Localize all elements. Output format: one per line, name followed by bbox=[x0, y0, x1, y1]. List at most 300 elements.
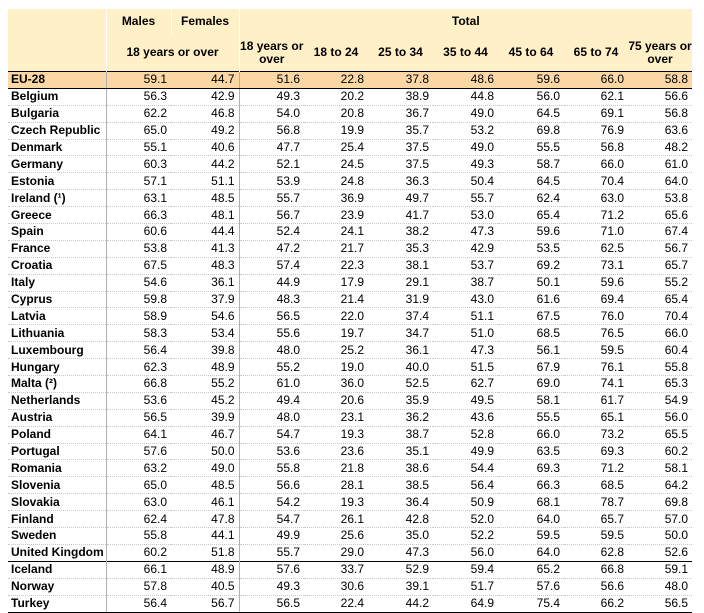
value-cell: 58.3 bbox=[106, 325, 171, 342]
table-row bbox=[8, 477, 692, 494]
value-cell: 36.3 bbox=[368, 173, 433, 190]
value-cell: 30.6 bbox=[304, 578, 368, 595]
value-cell: 48.0 bbox=[239, 409, 304, 426]
value-cell: 55.2 bbox=[239, 359, 304, 376]
value-cell: 65.0 bbox=[106, 477, 171, 494]
value-cell: 55.2 bbox=[628, 274, 692, 291]
value-cell: 64.9 bbox=[433, 595, 498, 612]
value-cell: 64.0 bbox=[498, 511, 564, 528]
value-cell: 57.6 bbox=[106, 443, 171, 460]
row-label: Czech Republic bbox=[8, 122, 106, 139]
value-cell: 26.1 bbox=[304, 511, 368, 528]
value-cell: 20.8 bbox=[304, 105, 368, 122]
row-label: Bulgaria bbox=[8, 105, 106, 122]
value-cell: 19.0 bbox=[304, 359, 368, 376]
value-cell: 56.0 bbox=[498, 88, 564, 105]
value-cell: 56.5 bbox=[106, 409, 171, 426]
value-cell: 52.8 bbox=[433, 426, 498, 443]
value-cell: 22.0 bbox=[304, 308, 368, 325]
row-label: Italy bbox=[8, 274, 106, 291]
value-cell: 69.8 bbox=[498, 122, 564, 139]
table-row bbox=[8, 173, 692, 190]
value-cell: 56.0 bbox=[628, 409, 692, 426]
value-cell: 41.3 bbox=[171, 240, 239, 257]
value-cell: 62.2 bbox=[106, 105, 171, 122]
value-cell: 65.7 bbox=[564, 511, 628, 528]
row-label: Slovakia bbox=[8, 494, 106, 511]
value-cell: 59.1 bbox=[628, 561, 692, 578]
table-row bbox=[8, 190, 692, 207]
value-cell: 63.0 bbox=[106, 494, 171, 511]
value-cell: 48.3 bbox=[239, 291, 304, 308]
value-cell: 64.5 bbox=[498, 105, 564, 122]
header-females: Females bbox=[171, 9, 239, 34]
value-cell: 57.1 bbox=[106, 173, 171, 190]
table-row bbox=[8, 528, 692, 545]
row-label: Iceland bbox=[8, 561, 106, 578]
value-cell: 63.1 bbox=[106, 190, 171, 207]
value-cell: 76.9 bbox=[564, 122, 628, 139]
value-cell: 51.6 bbox=[239, 72, 304, 89]
value-cell: 37.5 bbox=[368, 139, 433, 156]
value-cell: 50.0 bbox=[628, 528, 692, 545]
table-row-eu bbox=[8, 72, 692, 89]
value-cell: 35.9 bbox=[368, 392, 433, 409]
table-row bbox=[8, 257, 692, 274]
row-label: Romania bbox=[8, 460, 106, 477]
value-cell: 38.2 bbox=[368, 224, 433, 241]
value-cell: 37.9 bbox=[171, 291, 239, 308]
table-row bbox=[8, 460, 692, 477]
row-label: Estonia bbox=[8, 173, 106, 190]
value-cell: 58.8 bbox=[628, 72, 692, 89]
table-row bbox=[8, 240, 692, 257]
value-cell: 67.4 bbox=[628, 224, 692, 241]
value-cell: 19.9 bbox=[304, 122, 368, 139]
row-label: United Kingdom bbox=[8, 544, 106, 561]
value-cell: 22.3 bbox=[304, 257, 368, 274]
value-cell: 53.8 bbox=[628, 190, 692, 207]
value-cell: 47.7 bbox=[239, 139, 304, 156]
value-cell: 75.4 bbox=[498, 595, 564, 612]
table-row bbox=[8, 426, 692, 443]
value-cell: 55.7 bbox=[239, 190, 304, 207]
value-cell: 44.9 bbox=[239, 274, 304, 291]
value-cell: 55.8 bbox=[106, 528, 171, 545]
row-label: Cyprus bbox=[8, 291, 106, 308]
table-row bbox=[8, 443, 692, 460]
value-cell: 58.1 bbox=[498, 392, 564, 409]
value-cell: 65.3 bbox=[628, 376, 692, 393]
value-cell: 55.5 bbox=[498, 139, 564, 156]
value-cell: 37.4 bbox=[368, 308, 433, 325]
value-cell: 65.0 bbox=[106, 122, 171, 139]
table-row bbox=[8, 511, 692, 528]
value-cell: 47.3 bbox=[368, 544, 433, 561]
value-cell: 21.7 bbox=[304, 240, 368, 257]
value-cell: 49.3 bbox=[433, 156, 498, 173]
value-cell: 24.8 bbox=[304, 173, 368, 190]
table-body bbox=[8, 72, 692, 613]
table-row bbox=[8, 578, 692, 595]
value-cell: 65.7 bbox=[628, 257, 692, 274]
header-males: Males bbox=[106, 9, 171, 34]
value-cell: 62.1 bbox=[564, 88, 628, 105]
value-cell: 65.4 bbox=[628, 291, 692, 308]
value-cell: 55.2 bbox=[171, 376, 239, 393]
table-row bbox=[8, 561, 692, 578]
value-cell: 64.0 bbox=[498, 544, 564, 561]
value-cell: 64.2 bbox=[628, 477, 692, 494]
row-label: Germany bbox=[8, 156, 106, 173]
row-label: Belgium bbox=[8, 88, 106, 105]
value-cell: 29.0 bbox=[304, 544, 368, 561]
row-label: Malta (²) bbox=[8, 376, 106, 393]
value-cell: 56.4 bbox=[106, 595, 171, 612]
value-cell: 49.9 bbox=[239, 528, 304, 545]
value-cell: 52.6 bbox=[628, 544, 692, 561]
value-cell: 63.0 bbox=[564, 190, 628, 207]
value-cell: 56.7 bbox=[628, 240, 692, 257]
value-cell: 62.3 bbox=[106, 359, 171, 376]
value-cell: 66.1 bbox=[106, 561, 171, 578]
value-cell: 25.2 bbox=[304, 342, 368, 359]
value-cell: 59.6 bbox=[498, 224, 564, 241]
value-cell: 44.1 bbox=[171, 528, 239, 545]
row-label: Norway bbox=[8, 578, 106, 595]
value-cell: 57.8 bbox=[106, 578, 171, 595]
header-age-group: 35 to 44 bbox=[433, 34, 498, 72]
value-cell: 38.7 bbox=[368, 426, 433, 443]
value-cell: 20.2 bbox=[304, 88, 368, 105]
value-cell: 60.6 bbox=[106, 224, 171, 241]
value-cell: 52.2 bbox=[433, 528, 498, 545]
value-cell: 46.7 bbox=[171, 426, 239, 443]
value-cell: 42.9 bbox=[171, 88, 239, 105]
value-cell: 36.7 bbox=[368, 105, 433, 122]
value-cell: 44.2 bbox=[368, 595, 433, 612]
table-row bbox=[8, 342, 692, 359]
row-label: Greece bbox=[8, 207, 106, 224]
value-cell: 45.2 bbox=[171, 392, 239, 409]
value-cell: 52.9 bbox=[368, 561, 433, 578]
value-cell: 53.9 bbox=[239, 173, 304, 190]
value-cell: 56.5 bbox=[628, 595, 692, 612]
value-cell: 48.9 bbox=[171, 359, 239, 376]
value-cell: 49.5 bbox=[433, 392, 498, 409]
value-cell: 38.1 bbox=[368, 257, 433, 274]
row-label: Sweden bbox=[8, 528, 106, 545]
table-row bbox=[8, 325, 692, 342]
value-cell: 59.5 bbox=[564, 342, 628, 359]
value-cell: 56.8 bbox=[239, 122, 304, 139]
value-cell: 48.2 bbox=[628, 139, 692, 156]
value-cell: 56.6 bbox=[564, 578, 628, 595]
table-row bbox=[8, 274, 692, 291]
value-cell: 29.1 bbox=[368, 274, 433, 291]
value-cell: 62.4 bbox=[498, 190, 564, 207]
value-cell: 40.0 bbox=[368, 359, 433, 376]
value-cell: 53.5 bbox=[498, 240, 564, 257]
value-cell: 50.1 bbox=[498, 274, 564, 291]
row-label: Denmark bbox=[8, 139, 106, 156]
value-cell: 25.4 bbox=[304, 139, 368, 156]
value-cell: 56.7 bbox=[171, 595, 239, 612]
row-label: Spain bbox=[8, 224, 106, 241]
value-cell: 56.4 bbox=[433, 477, 498, 494]
value-cell: 38.7 bbox=[433, 274, 498, 291]
value-cell: 43.6 bbox=[433, 409, 498, 426]
header-blank-cell bbox=[8, 9, 106, 72]
value-cell: 55.8 bbox=[239, 460, 304, 477]
value-cell: 65.2 bbox=[498, 561, 564, 578]
value-cell: 63.6 bbox=[628, 122, 692, 139]
value-cell: 48.0 bbox=[239, 342, 304, 359]
value-cell: 41.7 bbox=[368, 207, 433, 224]
value-cell: 49.4 bbox=[239, 392, 304, 409]
value-cell: 70.4 bbox=[564, 173, 628, 190]
value-cell: 36.4 bbox=[368, 494, 433, 511]
value-cell: 65.1 bbox=[564, 409, 628, 426]
value-cell: 55.7 bbox=[239, 544, 304, 561]
value-cell: 54.7 bbox=[239, 511, 304, 528]
value-cell: 36.1 bbox=[368, 342, 433, 359]
value-cell: 62.5 bbox=[564, 240, 628, 257]
value-cell: 71.0 bbox=[564, 224, 628, 241]
row-label: Croatia bbox=[8, 257, 106, 274]
value-cell: 71.2 bbox=[564, 207, 628, 224]
value-cell: 66.2 bbox=[564, 595, 628, 612]
value-cell: 69.3 bbox=[498, 460, 564, 477]
value-cell: 61.6 bbox=[498, 291, 564, 308]
value-cell: 61.0 bbox=[239, 376, 304, 393]
row-label: Hungary bbox=[8, 359, 106, 376]
value-cell: 68.5 bbox=[564, 477, 628, 494]
value-cell: 53.6 bbox=[239, 443, 304, 460]
value-cell: 42.8 bbox=[368, 511, 433, 528]
row-label: Finland bbox=[8, 511, 106, 528]
value-cell: 49.0 bbox=[433, 139, 498, 156]
value-cell: 54.7 bbox=[239, 426, 304, 443]
value-cell: 49.9 bbox=[433, 443, 498, 460]
row-label: Netherlands bbox=[8, 392, 106, 409]
value-cell: 48.6 bbox=[433, 72, 498, 89]
table-row bbox=[8, 105, 692, 122]
value-cell: 49.3 bbox=[239, 578, 304, 595]
value-cell: 20.6 bbox=[304, 392, 368, 409]
value-cell: 59.4 bbox=[433, 561, 498, 578]
value-cell: 19.3 bbox=[304, 494, 368, 511]
header-age-group: 25 to 34 bbox=[368, 34, 433, 72]
value-cell: 47.2 bbox=[239, 240, 304, 257]
value-cell: 56.7 bbox=[239, 207, 304, 224]
value-cell: 47.3 bbox=[433, 342, 498, 359]
value-cell: 50.4 bbox=[433, 173, 498, 190]
value-cell: 56.1 bbox=[498, 342, 564, 359]
value-cell: 42.9 bbox=[433, 240, 498, 257]
value-cell: 58.7 bbox=[498, 156, 564, 173]
value-cell: 19.7 bbox=[304, 325, 368, 342]
row-label: France bbox=[8, 240, 106, 257]
value-cell: 43.0 bbox=[433, 291, 498, 308]
table-row bbox=[8, 88, 692, 105]
value-cell: 56.6 bbox=[628, 88, 692, 105]
value-cell: 56.8 bbox=[628, 105, 692, 122]
row-label: Austria bbox=[8, 409, 106, 426]
value-cell: 55.5 bbox=[498, 409, 564, 426]
value-cell: 51.7 bbox=[433, 578, 498, 595]
table-row bbox=[8, 544, 692, 561]
value-cell: 44.2 bbox=[171, 156, 239, 173]
value-cell: 52.4 bbox=[239, 224, 304, 241]
value-cell: 58.9 bbox=[106, 308, 171, 325]
value-cell: 71.2 bbox=[564, 460, 628, 477]
value-cell: 64.5 bbox=[498, 173, 564, 190]
value-cell: 50.9 bbox=[433, 494, 498, 511]
value-cell: 53.4 bbox=[171, 325, 239, 342]
row-label: Luxembourg bbox=[8, 342, 106, 359]
value-cell: 66.0 bbox=[498, 426, 564, 443]
table-row bbox=[8, 392, 692, 409]
value-cell: 68.1 bbox=[498, 494, 564, 511]
value-cell: 70.4 bbox=[628, 308, 692, 325]
table-header bbox=[8, 9, 692, 72]
header-age-group: 75 years or over bbox=[628, 34, 692, 72]
value-cell: 76.5 bbox=[564, 325, 628, 342]
value-cell: 23.9 bbox=[304, 207, 368, 224]
table-row bbox=[8, 224, 692, 241]
data-table bbox=[8, 9, 692, 613]
value-cell: 24.5 bbox=[304, 156, 368, 173]
value-cell: 22.8 bbox=[304, 72, 368, 89]
data-table-container bbox=[8, 9, 692, 613]
value-cell: 46.8 bbox=[171, 105, 239, 122]
value-cell: 66.8 bbox=[564, 561, 628, 578]
value-cell: 23.6 bbox=[304, 443, 368, 460]
value-cell: 49.0 bbox=[171, 460, 239, 477]
value-cell: 59.1 bbox=[106, 72, 171, 89]
value-cell: 39.9 bbox=[171, 409, 239, 426]
value-cell: 54.9 bbox=[628, 392, 692, 409]
value-cell: 65.4 bbox=[498, 207, 564, 224]
header-age-group: 18 to 24 bbox=[304, 34, 368, 72]
value-cell: 66.0 bbox=[564, 156, 628, 173]
value-cell: 49.7 bbox=[368, 190, 433, 207]
value-cell: 25.6 bbox=[304, 528, 368, 545]
value-cell: 54.2 bbox=[239, 494, 304, 511]
value-cell: 56.5 bbox=[239, 308, 304, 325]
row-label: Lithuania bbox=[8, 325, 106, 342]
value-cell: 53.7 bbox=[433, 257, 498, 274]
value-cell: 62.4 bbox=[106, 511, 171, 528]
value-cell: 61.7 bbox=[564, 392, 628, 409]
value-cell: 38.9 bbox=[368, 88, 433, 105]
value-cell: 48.5 bbox=[171, 477, 239, 494]
value-cell: 73.2 bbox=[564, 426, 628, 443]
value-cell: 67.5 bbox=[106, 257, 171, 274]
table-row bbox=[8, 207, 692, 224]
value-cell: 67.9 bbox=[498, 359, 564, 376]
value-cell: 69.4 bbox=[564, 291, 628, 308]
header-age-group: 65 to 74 bbox=[564, 34, 628, 72]
value-cell: 44.8 bbox=[433, 88, 498, 105]
header-age-group: 45 to 64 bbox=[498, 34, 564, 72]
value-cell: 59.6 bbox=[564, 274, 628, 291]
value-cell: 62.8 bbox=[564, 544, 628, 561]
value-cell: 22.4 bbox=[304, 595, 368, 612]
value-cell: 55.6 bbox=[239, 325, 304, 342]
value-cell: 61.0 bbox=[628, 156, 692, 173]
value-cell: 49.3 bbox=[239, 88, 304, 105]
value-cell: 56.8 bbox=[564, 139, 628, 156]
table-row bbox=[8, 308, 692, 325]
value-cell: 37.8 bbox=[368, 72, 433, 89]
value-cell: 47.3 bbox=[433, 224, 498, 241]
value-cell: 21.8 bbox=[304, 460, 368, 477]
value-cell: 35.0 bbox=[368, 528, 433, 545]
table-row bbox=[8, 494, 692, 511]
table-row bbox=[8, 156, 692, 173]
value-cell: 52.5 bbox=[368, 376, 433, 393]
header-age-group: 18 years or over bbox=[239, 34, 304, 72]
value-cell: 54.6 bbox=[106, 274, 171, 291]
value-cell: 28.1 bbox=[304, 477, 368, 494]
row-label: EU-28 bbox=[8, 72, 106, 89]
value-cell: 66.0 bbox=[564, 72, 628, 89]
value-cell: 38.6 bbox=[368, 460, 433, 477]
value-cell: 52.0 bbox=[433, 511, 498, 528]
value-cell: 60.3 bbox=[106, 156, 171, 173]
value-cell: 64.0 bbox=[628, 173, 692, 190]
value-cell: 69.3 bbox=[564, 443, 628, 460]
table-row bbox=[8, 122, 692, 139]
value-cell: 19.3 bbox=[304, 426, 368, 443]
table-row bbox=[8, 409, 692, 426]
row-label: Ireland (¹) bbox=[8, 190, 106, 207]
value-cell: 60.2 bbox=[106, 544, 171, 561]
value-cell: 39.8 bbox=[171, 342, 239, 359]
value-cell: 34.7 bbox=[368, 325, 433, 342]
value-cell: 57.6 bbox=[239, 561, 304, 578]
value-cell: 51.5 bbox=[433, 359, 498, 376]
value-cell: 40.6 bbox=[171, 139, 239, 156]
value-cell: 53.0 bbox=[433, 207, 498, 224]
value-cell: 21.4 bbox=[304, 291, 368, 308]
value-cell: 51.1 bbox=[433, 308, 498, 325]
value-cell: 54.0 bbox=[239, 105, 304, 122]
value-cell: 36.1 bbox=[171, 274, 239, 291]
value-cell: 50.0 bbox=[171, 443, 239, 460]
value-cell: 48.3 bbox=[171, 257, 239, 274]
value-cell: 63.2 bbox=[106, 460, 171, 477]
value-cell: 35.7 bbox=[368, 122, 433, 139]
value-cell: 55.8 bbox=[628, 359, 692, 376]
value-cell: 58.1 bbox=[628, 460, 692, 477]
value-cell: 57.6 bbox=[498, 578, 564, 595]
table-row bbox=[8, 291, 692, 308]
value-cell: 67.5 bbox=[498, 308, 564, 325]
value-cell: 36.0 bbox=[304, 376, 368, 393]
value-cell: 49.2 bbox=[171, 122, 239, 139]
value-cell: 74.1 bbox=[564, 376, 628, 393]
value-cell: 52.1 bbox=[239, 156, 304, 173]
value-cell: 24.1 bbox=[304, 224, 368, 241]
row-label: Latvia bbox=[8, 308, 106, 325]
value-cell: 55.1 bbox=[106, 139, 171, 156]
value-cell: 68.5 bbox=[498, 325, 564, 342]
value-cell: 51.1 bbox=[171, 173, 239, 190]
value-cell: 53.8 bbox=[106, 240, 171, 257]
